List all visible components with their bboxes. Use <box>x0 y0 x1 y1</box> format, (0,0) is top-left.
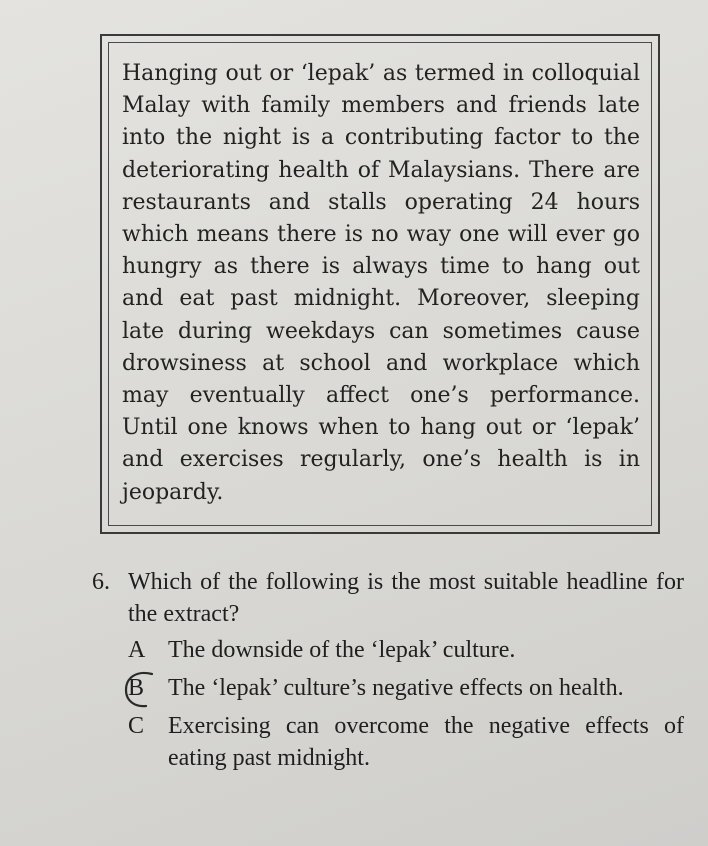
option-c[interactable] <box>128 710 684 774</box>
option-c-letter: C <box>128 713 145 739</box>
question-row <box>92 566 684 630</box>
option-c-text: Exercising can overcome the negative effects of eating past midnight. <box>168 713 684 771</box>
question-number: 6. <box>92 569 110 595</box>
extract-text: Hanging out or ‘lepak’ as termed in colloquial Malay with family members and friends late into the night is a contributing factor to the deteriorating health of Malaysians. There are restaurants and stalls operating 24 hours which means there is no way one will ever go hungry as there is always time to hang out and eat past midnight. Moreover, sleeping late during weekdays can sometimes cause drowsiness at school and workplace which may eventually affect one’s performance. Until one knows when to hang out or ‘lepak’ and exercises regularly, one’s health is in jeopardy. <box>122 61 640 505</box>
option-b[interactable] <box>128 672 684 704</box>
question-6 <box>92 566 684 780</box>
option-a-text: The downside of the ‘lepak’ culture. <box>168 637 516 663</box>
option-b-letter-text: B <box>128 675 145 701</box>
extract-box <box>100 34 660 534</box>
option-b-text: The ‘lepak’ culture’s negative effects on health. <box>168 675 624 701</box>
option-a[interactable] <box>128 634 684 666</box>
question-text: Which of the following is the most suitable headline for the extract? <box>128 569 684 627</box>
answer-options <box>128 634 684 774</box>
option-a-letter: A <box>128 637 146 663</box>
option-b-letter <box>128 672 168 704</box>
